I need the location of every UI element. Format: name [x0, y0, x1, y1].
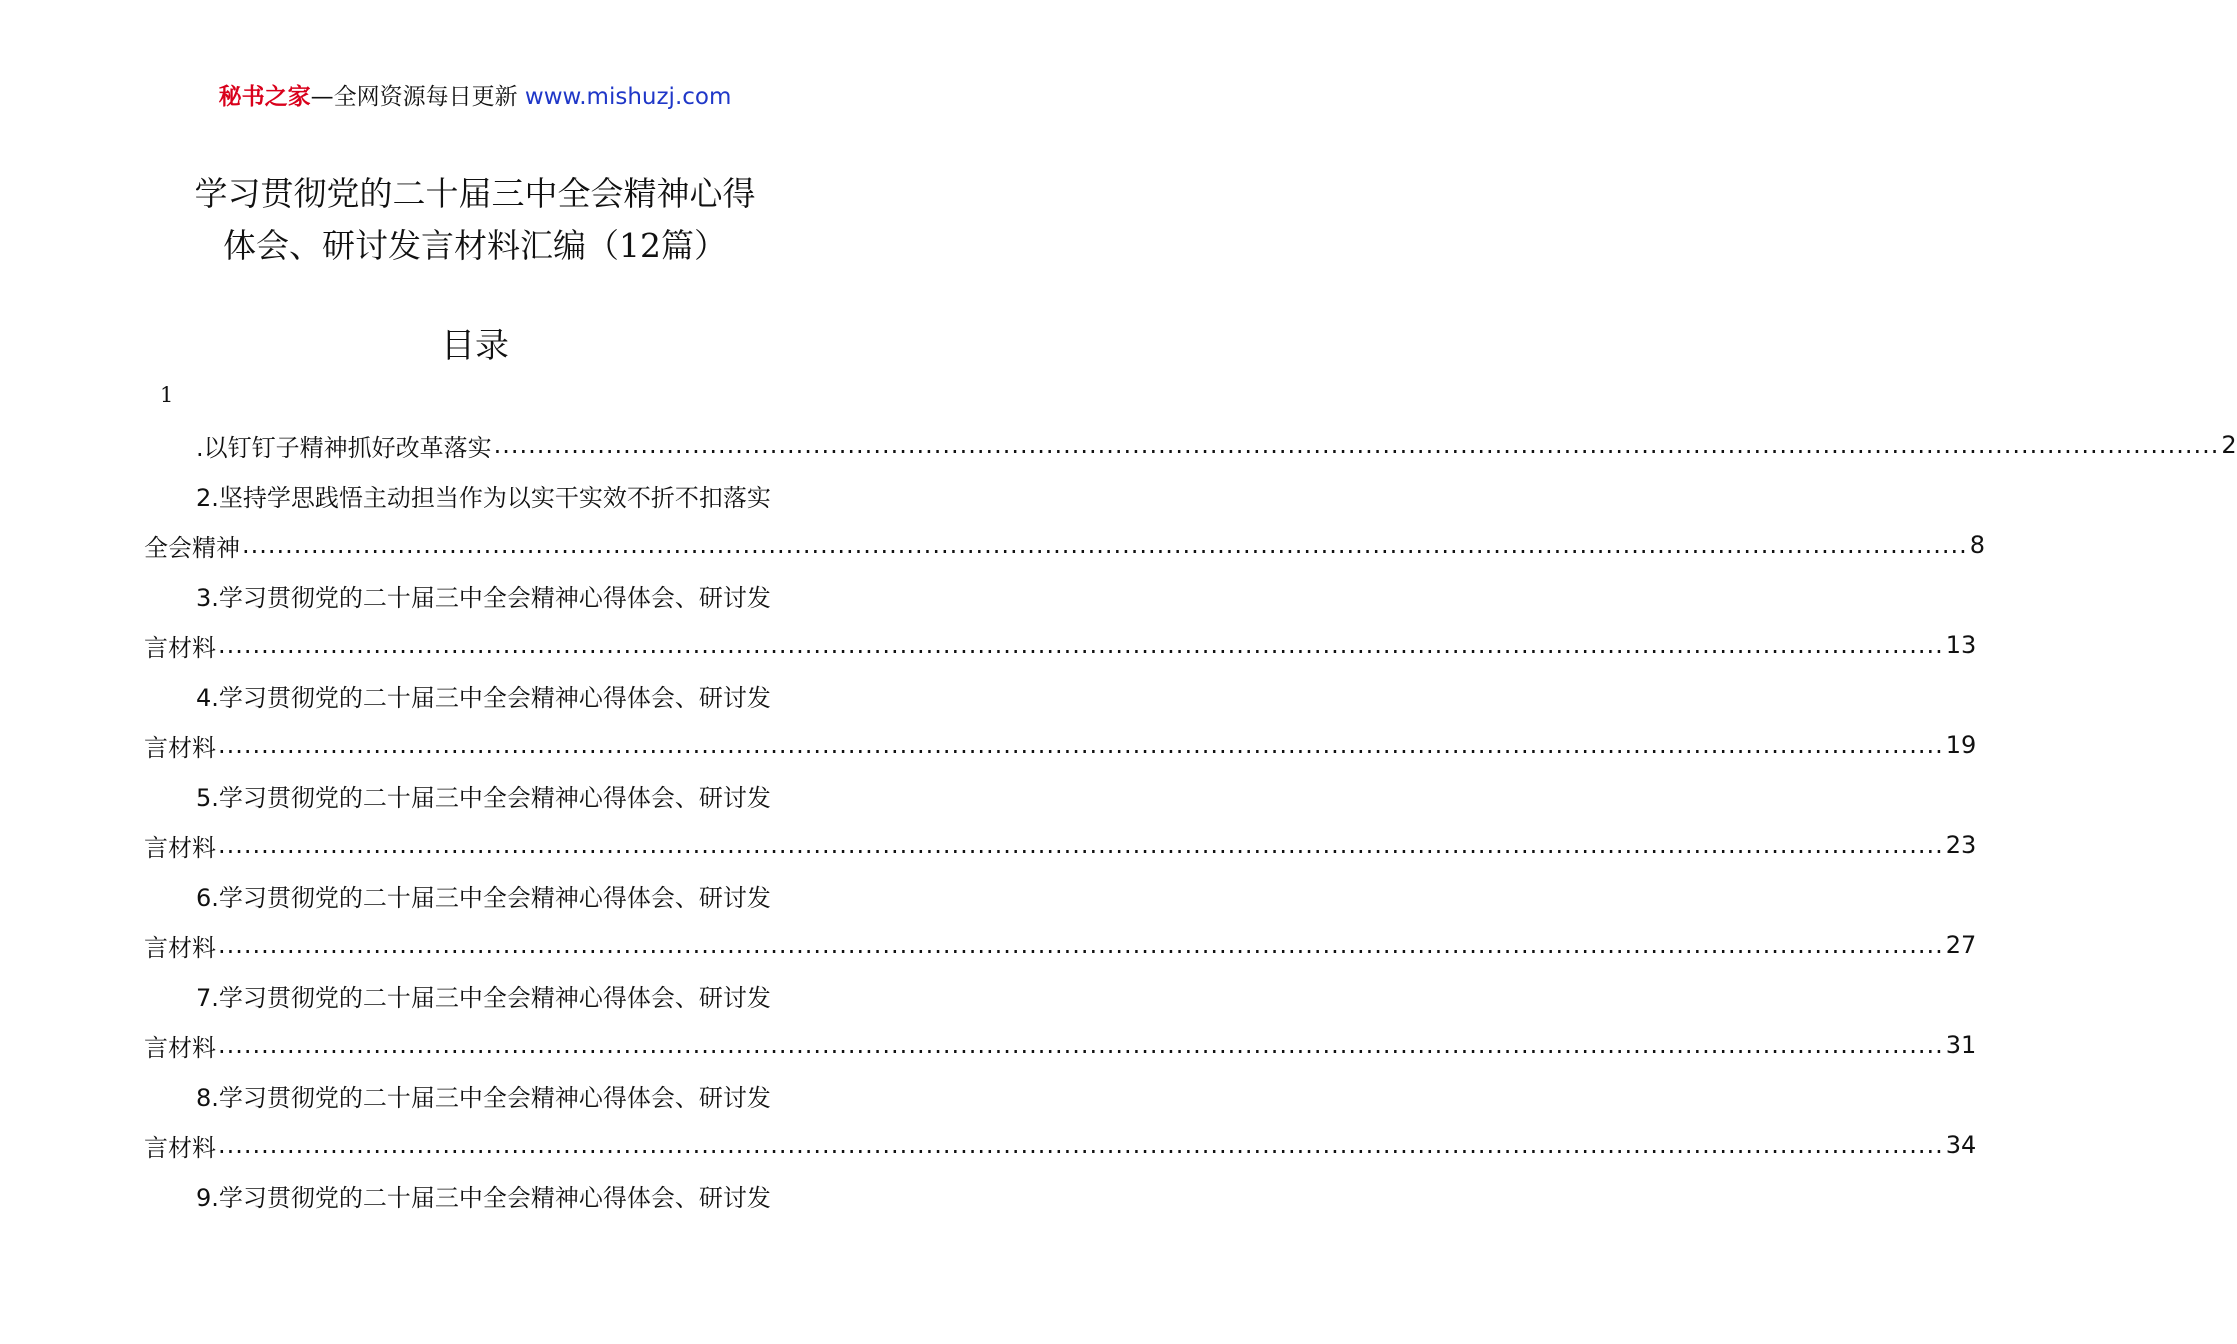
toc-leader-dots: ........................................................................................................................................................................................................	[242, 531, 1968, 559]
toc-line[interactable]	[144, 770, 806, 820]
toc-entry-text: 言材料	[144, 833, 216, 862]
toc-leader-dots: ........................................................................................................................................................................................................	[493, 431, 2220, 459]
toc-entry-text: 7.学习贯彻党的二十届三中全会精神心得体会、研讨发	[196, 983, 771, 1012]
toc-line[interactable]	[144, 1120, 1977, 1170]
toc-entry-text: 2.坚持学思践悟主动担当作为以实干实效不折不扣落实	[196, 483, 771, 512]
toc-line[interactable]	[144, 970, 806, 1020]
toc-page-number: 31	[1945, 1031, 1977, 1059]
toc-page-number: 27	[1945, 931, 1977, 959]
toc-entry-text: 全会精神	[144, 533, 240, 562]
toc-line[interactable]	[144, 1070, 806, 1120]
toc-line[interactable]	[144, 670, 806, 720]
toc-leader-dots: ........................................................................................................................................................................................................	[218, 731, 1944, 759]
title-line-2	[0, 220, 950, 272]
toc-page-number: 8	[1969, 531, 1986, 559]
toc-leader-dots: ........................................................................................................................................................................................................	[218, 631, 1944, 659]
toc-entry-text: 8.学习贯彻党的二十届三中全会精神心得体会、研讨发	[196, 1083, 771, 1112]
toc-leader-dots: ........................................................................................................................................................................................................	[218, 1131, 1944, 1159]
toc-line[interactable]	[144, 720, 1977, 770]
toc-page-number: 19	[1945, 731, 1977, 759]
toc-line[interactable]	[144, 420, 2237, 470]
title-line-1: 学习贯彻党的二十届三中全会精神心得	[194, 174, 756, 213]
toc-line[interactable]	[144, 870, 806, 920]
title-line-2-suffix: 篇）	[661, 226, 727, 265]
toc-entry-text: 言材料	[144, 633, 216, 662]
toc-entry-text: 9.学习贯彻党的二十届三中全会精神心得体会、研讨发	[196, 1183, 771, 1212]
toc-line[interactable]	[144, 570, 806, 620]
toc-entry-text: 言材料	[144, 933, 216, 962]
header-slogan: —全网资源每日更新	[310, 84, 518, 110]
site-url-link[interactable]: www.mishuzj.com	[524, 84, 732, 110]
toc-entry-text: 言材料	[144, 733, 216, 762]
toc-line[interactable]	[144, 1170, 806, 1220]
toc-entry-text: 言材料	[144, 1133, 216, 1162]
title-count: 12	[619, 226, 661, 265]
site-header	[0, 80, 950, 114]
brand-name: 秘书之家	[218, 84, 311, 110]
toc-line[interactable]	[144, 620, 1977, 670]
toc-line[interactable]	[144, 920, 1977, 970]
toc-page-number: 23	[1945, 831, 1977, 859]
document-title	[0, 168, 950, 272]
toc-entry-text: 4.学习贯彻党的二十届三中全会精神心得体会、研讨发	[196, 683, 771, 712]
toc-leader-dots: ........................................................................................................................................................................................................	[218, 1031, 1944, 1059]
toc-line[interactable]	[144, 520, 1986, 570]
toc-heading: 目录	[441, 326, 509, 366]
toc-page-number: 2	[2221, 431, 2237, 459]
toc-leader-dots: ........................................................................................................................................................................................................	[218, 831, 1944, 859]
table-of-contents	[144, 420, 2237, 1220]
toc-entry-text: 言材料	[144, 1033, 216, 1062]
toc-line[interactable]	[144, 820, 1977, 870]
toc-entry-text: 5.学习贯彻党的二十届三中全会精神心得体会、研讨发	[196, 783, 771, 812]
toc-page-number: 13	[1945, 631, 1977, 659]
toc-line[interactable]	[144, 470, 806, 520]
toc-entry-text: .以钉钉子精神抓好改革落实	[196, 433, 492, 462]
toc-leader-dots: ........................................................................................................................................................................................................	[218, 931, 1944, 959]
toc-page-number: 34	[1945, 1131, 1977, 1159]
toc-entry-text: 3.学习贯彻党的二十届三中全会精神心得体会、研讨发	[196, 583, 771, 612]
toc-entry-text: 6.学习贯彻党的二十届三中全会精神心得体会、研讨发	[196, 883, 771, 912]
toc-line[interactable]	[144, 1020, 1977, 1070]
title-line-2-text: 体会、研讨发言材料汇编（	[223, 226, 619, 265]
page-marker: 1	[160, 383, 174, 407]
